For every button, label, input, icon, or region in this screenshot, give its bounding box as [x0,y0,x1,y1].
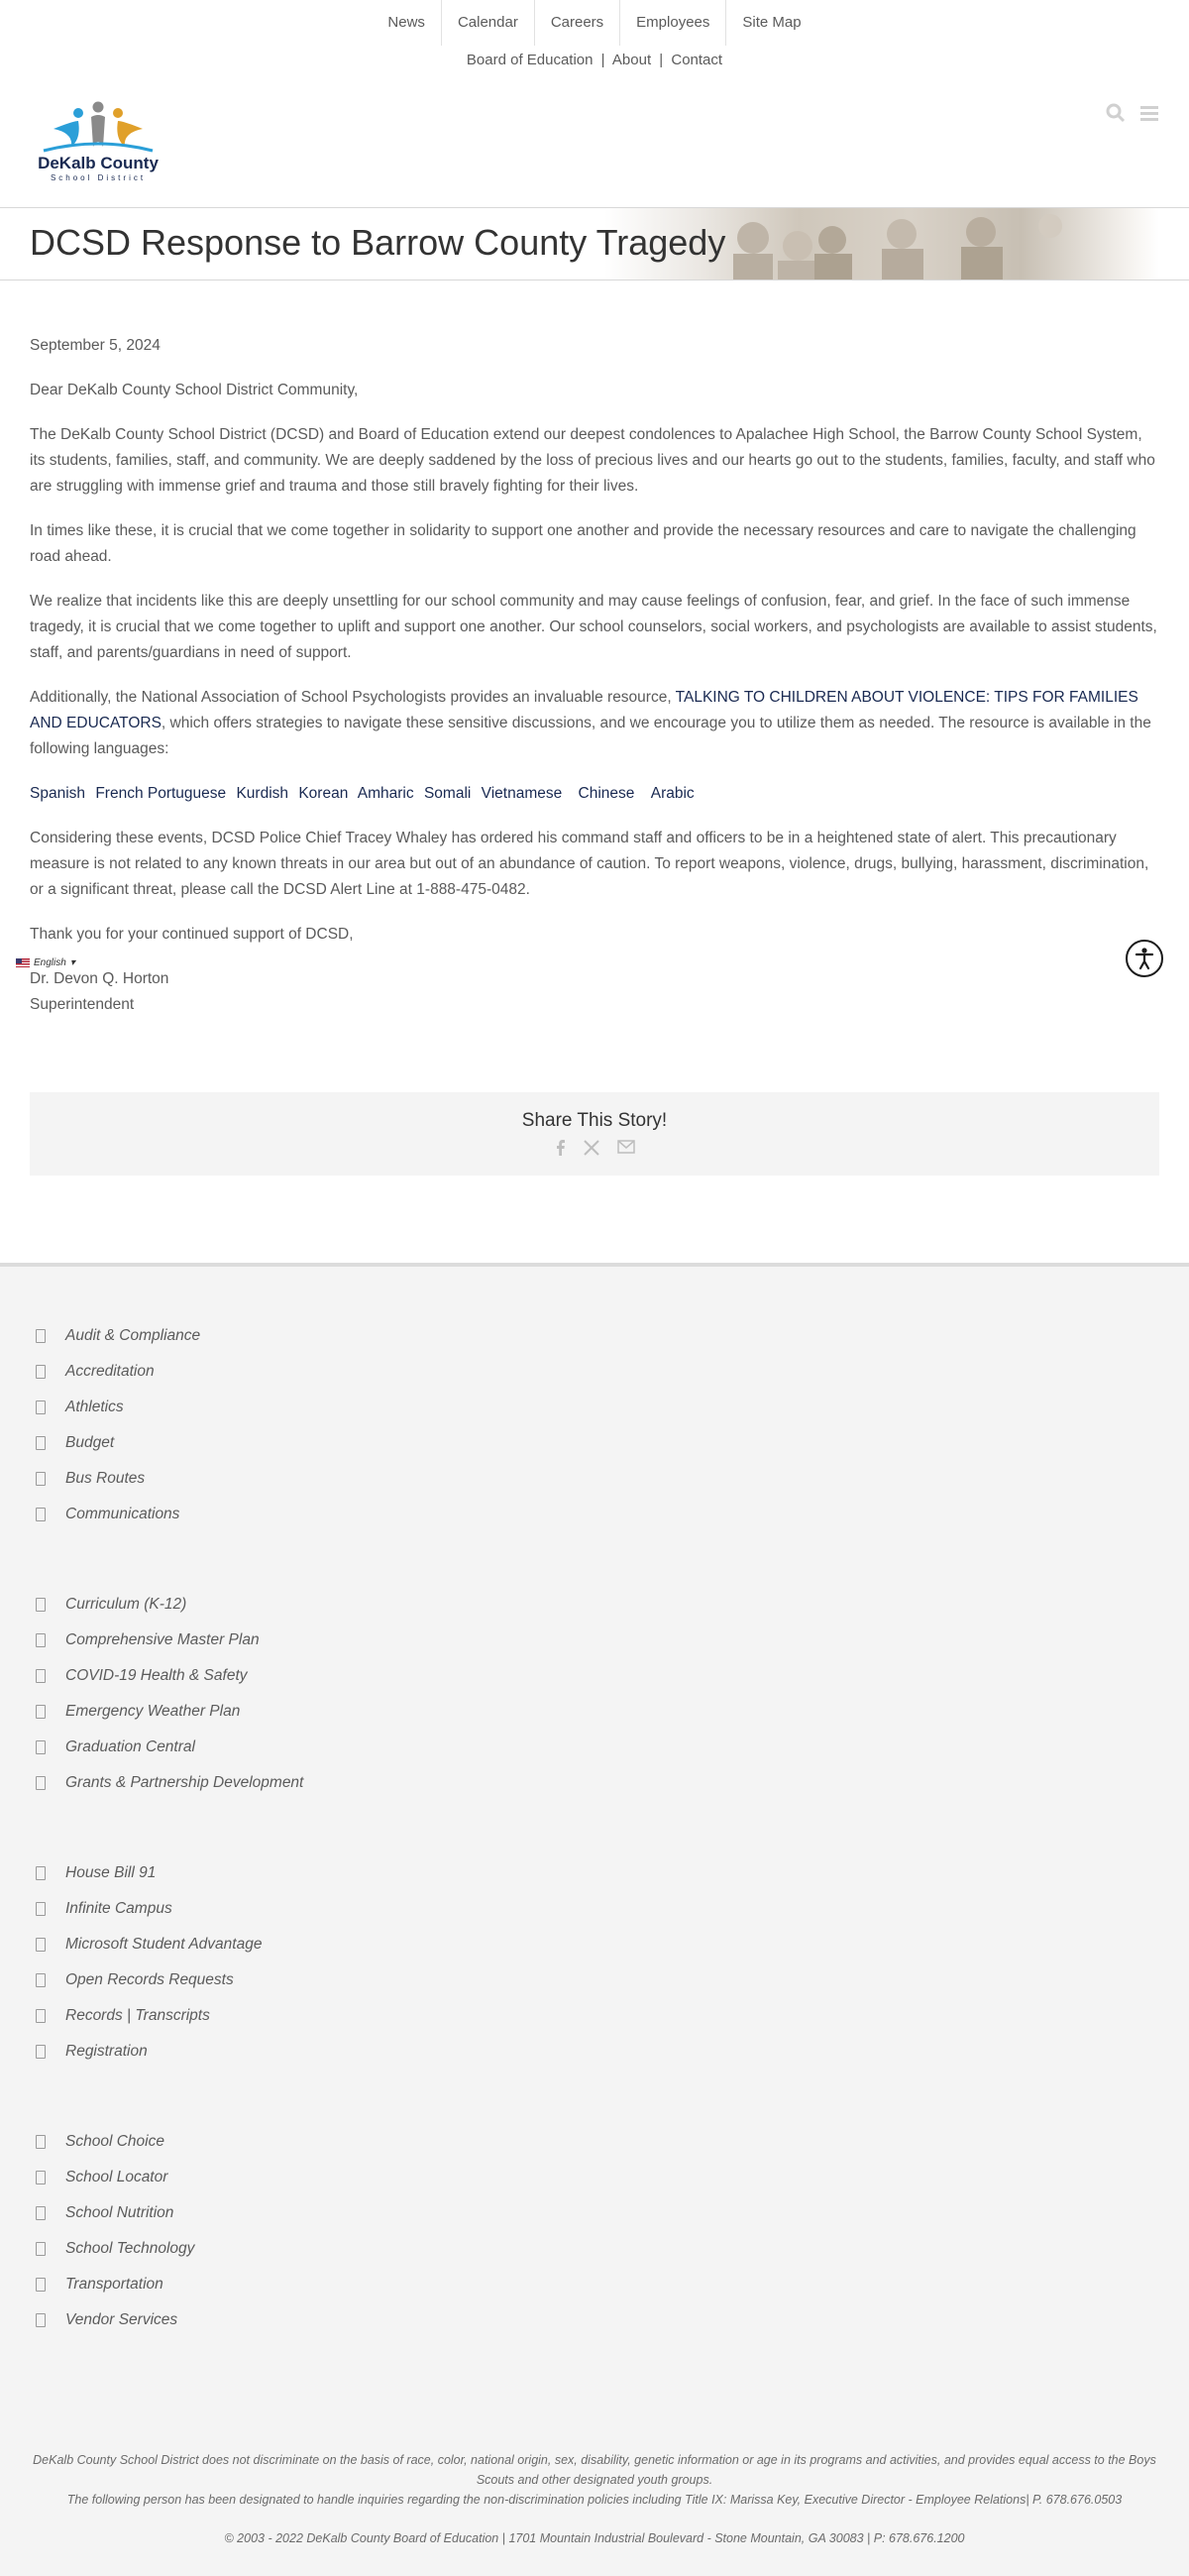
document-icon [36,1400,46,1414]
footer-link-master-plan[interactable] [36,1623,303,1658]
signature-block [30,966,1159,1018]
letter-paragraph-1: The DeKalb County School District (DCSD) and Board of Education extend our deepest condolences to Apalachee High School, the Barrow County School System, its students, families, staff, and community. We are deeply saddened by the loss of precious lives and our hearts go out to the students, families, faculty, and staff who are struggling with immense grief and trauma and those still bravely fighting for their lives. [30,426,1155,495]
letter-closing: Thank you for your continued support of DCSD, [30,926,354,943]
footer-link-label: Audit & Compliance [65,1327,201,1344]
document-icon [36,1938,46,1952]
footer-link-athletics[interactable] [36,1390,200,1425]
footer-link-label: Communications [65,1506,180,1522]
document-icon [36,1776,46,1790]
lang-link-arabic[interactable]: Arabic [650,785,695,802]
footer-link-grants[interactable] [36,1765,303,1801]
footer-link-accreditation[interactable] [36,1354,200,1390]
signer-name: Dr. Devon Q. Horton [30,970,169,987]
footer-link-label: House Bill 91 [65,1864,157,1881]
footer-link-label: School Choice [65,2133,164,2150]
x-twitter-icon[interactable] [584,1140,599,1160]
top-nav [0,0,1189,46]
footer-link-group-4 [36,2124,194,2338]
logo-name: DeKalb County [38,154,159,172]
logo-figures-icon [34,99,162,188]
subnav-about[interactable]: About [611,52,652,68]
letter-greeting: Dear DeKalb County School District Community, [30,382,359,398]
footer-link-open-records[interactable] [36,1962,262,1998]
document-icon [36,2171,46,2184]
facebook-icon[interactable] [554,1140,566,1160]
lang-link-spanish[interactable]: Spanish [30,785,86,802]
footer-link-transcripts[interactable] [36,1998,262,2034]
footer-link-label: Grants & Partnership Development [65,1774,304,1791]
letter-paragraph-3: We realize that incidents like this are deeply unsettling for our school community and may cause feelings of confusion, fear, and grief. In the face of such immense tragedy, it is crucial that we come together to uplift and support one another. Our school counselors, social workers, and psychologists are available to assist students, staff, and parents/guardians in need of support. [30,593,1157,661]
accessibility-icon [1128,942,1161,975]
document-icon [36,1598,46,1612]
document-icon [36,2135,46,2149]
footer-link-microsoft[interactable] [36,1927,262,1962]
accessibility-button[interactable] [1126,940,1163,977]
document-icon [36,2278,46,2292]
share-title: Share This Story! [521,1110,668,1131]
document-icon [36,1436,46,1450]
language-selector[interactable] [16,957,75,968]
footer-link-label: Registration [65,2043,148,2060]
copyright: © 2003 - 2022 DeKalb County Board of Education | 1701 Mountain Industrial Boulevard - Stone Mountain, GA 30083 | P: 678.676.1200 [224,2531,965,2545]
subnav-separator: | [600,52,605,68]
footer-link-graduation[interactable] [36,1730,303,1765]
footer-link-transportation[interactable] [36,2267,194,2302]
document-icon [36,1902,46,1916]
language-links [30,781,1159,807]
p4-text-after: , which offers strategies to navigate these sensitive discussions, and we encourage you to utilize them as needed. The resource is available in the following languages: [30,715,1151,757]
document-icon [36,1365,46,1379]
footer-link-school-choice[interactable] [36,2124,194,2160]
footer-link-nutrition[interactable] [36,2195,194,2231]
logo-subname: School District [50,173,147,182]
district-logo[interactable] [34,99,162,188]
footer-link-label: COVID-19 Health & Safety [65,1667,248,1684]
header-tools [1106,103,1159,123]
page-title: DCSD Response to Barrow County Tragedy [30,222,726,263]
footer-link-label: Transportation [65,2276,163,2293]
footer-link-school-locator[interactable] [36,2160,194,2195]
document-icon [36,1705,46,1719]
search-icon[interactable] [1106,103,1126,123]
document-icon [36,1973,46,1987]
lang-link-somali[interactable]: Somali [423,785,472,802]
share-box [30,1092,1159,1176]
footer-link-label: Vendor Services [65,2311,178,2328]
letter-paragraph-4 [30,685,1159,762]
letter-content [30,333,1159,1018]
lang-link-chinese[interactable]: Chinese [578,785,635,802]
p4-text-before: Additionally, the National Association of School Psychologists provides an invaluable resource, [30,689,676,706]
footer-link-label: Infinite Campus [65,1900,172,1917]
document-icon [36,1740,46,1754]
footer-link-weather[interactable] [36,1694,303,1730]
document-icon [36,1669,46,1683]
footer-link-label: Bus Routes [65,1470,146,1487]
email-icon[interactable] [617,1140,635,1160]
letter-paragraph-5: Considering these events, DCSD Police Chief Tracey Whaley has ordered his command staff and officers to be in a heightened state of alert. This precautionary measure is not related to any known threats in our area but out of an abundance of caution. To report weapons, violence, drugs, bullying, harassment, discrimination, or a significant threat, please call the DCSD Alert Line at 1-888-475-0482. [30,830,1149,898]
nav-calendar[interactable]: Calendar [442,0,535,46]
subnav-contact[interactable]: Contact [671,52,723,68]
footer-link-house-bill[interactable] [36,1855,262,1891]
caret-down-icon: ▾ [69,957,75,968]
document-icon [36,1472,46,1486]
legal-line-1: DeKalb County School District does not discriminate on the basis of race, color, national origin, sex, disability, genetic information or age in its programs and activities, and provides equal access to the Boys Scouts and other designated youth groups. [33,2453,1156,2487]
subnav-board[interactable]: Board of Education [466,52,594,68]
footer-link-communications[interactable] [36,1497,200,1532]
footer-link-bus-routes[interactable] [36,1461,200,1497]
footer-link-audit[interactable] [36,1318,200,1354]
sub-nav [0,52,1189,68]
nav-employees[interactable]: Employees [620,0,726,46]
footer-link-label: Accreditation [65,1363,155,1380]
legal-line-2: The following person has been designated to handle inquiries regarding the non-discrimination policies including Title IX: Marissa Key, Executive Director - Employee Relations| P. 678.676.0503 [66,2493,1123,2507]
lang-link-vietnamese[interactable]: Vietnamese [481,785,563,802]
nav-news[interactable]: News [372,0,442,46]
footer-link-label: Records | Transcripts [65,2007,210,2024]
non-discrimination-notice [20,2450,1169,2510]
footer-link-label: Comprehensive Master Plan [65,1631,260,1648]
us-flag-icon [16,958,30,967]
footer-link-technology[interactable] [36,2231,194,2267]
footer-link-label: Microsoft Student Advantage [65,1936,263,1953]
footer-link-infinite-campus[interactable] [36,1891,262,1927]
lang-link-korean[interactable]: Korean [298,785,349,802]
footer-link-label: Open Records Requests [65,1971,234,1988]
footer-link-vendor[interactable] [36,2302,194,2338]
footer-link-covid[interactable] [36,1658,303,1694]
nav-site-map[interactable]: Site Map [742,14,802,31]
footer-link-curriculum[interactable] [36,1587,303,1623]
lang-link-amharic[interactable]: Amharic [357,785,414,802]
lang-link-french-portuguese[interactable]: French Portuguese [95,785,227,802]
page-title-bar [0,207,1189,280]
footer-link-label: Budget [65,1434,115,1451]
language-selector-label: English [34,957,66,968]
footer-link-label: Athletics [65,1399,124,1415]
footer-link-registration[interactable] [36,2034,262,2070]
nasp-resource-link[interactable]: TALKING TO CHILDREN ABOUT VIOLENCE: TIPS FOR FAMILIES AND EDUCATORS [30,689,1138,731]
nav-careers[interactable]: Careers [535,0,620,46]
subnav-separator: | [659,52,664,68]
footer-link-label: School Technology [65,2240,195,2257]
footer-link-label: Curriculum (K-12) [65,1596,187,1613]
document-icon [36,1866,46,1880]
letter-paragraph-2: In times like these, it is crucial that we come together in solidarity to support one another and provide the necessary resources and care to navigate the challenging road ahead. [30,522,1136,565]
document-icon [36,2009,46,2023]
document-icon [36,1508,46,1521]
footer-link-label: School Locator [65,2169,168,2185]
footer-link-label: Graduation Central [65,1738,195,1755]
share-icons [30,1140,1159,1160]
lang-link-kurdish[interactable]: Kurdish [236,785,289,802]
footer-link-group-1 [36,1318,200,1532]
letter-date: September 5, 2024 [30,337,161,354]
signer-title: Superintendent [30,996,135,1013]
footer-link-label: School Nutrition [65,2204,174,2221]
menu-icon[interactable] [1139,103,1159,123]
document-icon [36,2242,46,2256]
document-icon [36,1329,46,1343]
document-icon [36,2045,46,2059]
footer-link-budget[interactable] [36,1425,200,1461]
document-icon [36,2206,46,2220]
document-icon [36,2313,46,2327]
document-icon [36,1633,46,1647]
footer-link-group-2 [36,1587,303,1801]
footer-link-label: Emergency Weather Plan [65,1703,241,1720]
site-footer [0,1263,1189,2576]
footer-link-group-3 [36,1855,262,2070]
